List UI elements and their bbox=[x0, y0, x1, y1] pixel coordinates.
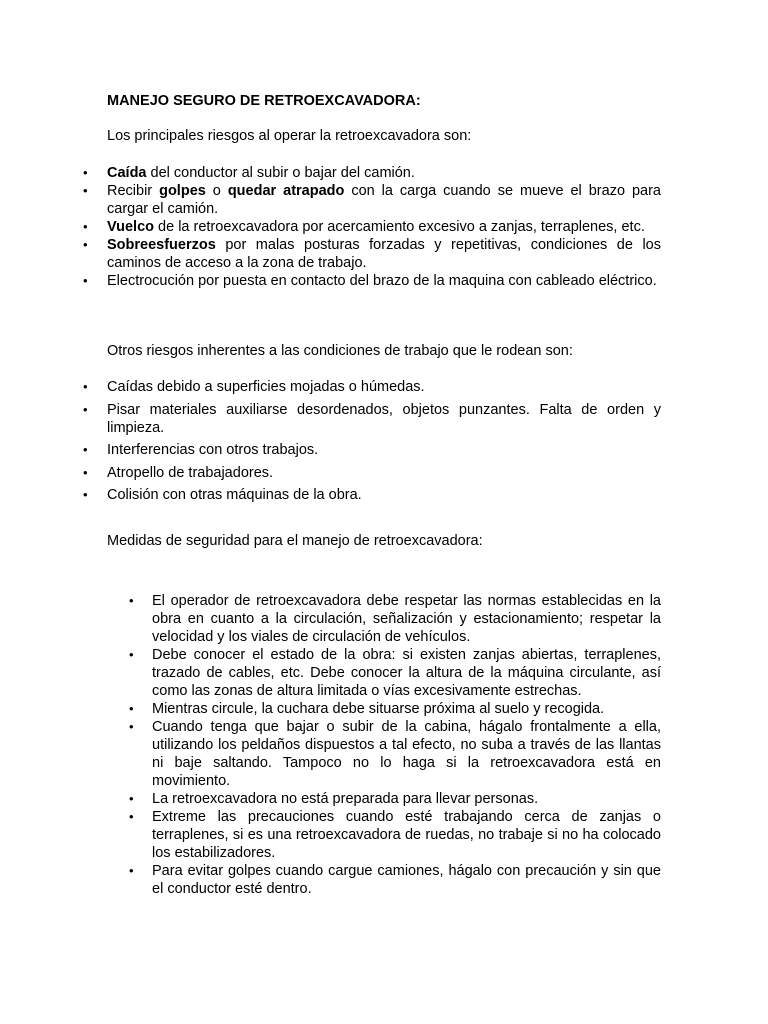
risk-text: Recibir bbox=[107, 183, 160, 199]
list-item bbox=[83, 401, 661, 437]
measure-text: Mientras circule, la cuchara debe situarse próxima al suelo y recogida. bbox=[152, 701, 605, 717]
measure-text: Extreme las precauciones cuando esté trabajando cerca de zanjas o terraplenes, si es una retroexcavadora de ruedas, no trabaje si no ha colocado los estabilizadores. bbox=[152, 809, 661, 861]
measure-text: Debe conocer el estado de la obra: si existen zanjas abiertas, terraplenes, trazado de cables, etc. Debe conocer la altura de la máquina circulante, así como las zonas de altura limitada o vías excesivamente estrechas. bbox=[152, 647, 661, 699]
risk-text: de la retroexcavadora por acercamiento excesivo a zanjas, terraplenes, etc. bbox=[154, 219, 645, 235]
list-item bbox=[83, 272, 661, 290]
measure-text: Para evitar golpes cuando cargue camiones, hágalo con precaución y sin que el conductor esté dentro. bbox=[152, 863, 661, 897]
bullet-icon: • bbox=[83, 165, 88, 180]
risk-text: Pisar materiales auxiliarse desordenados, objetos punzantes. Falta de orden y limpieza. bbox=[107, 401, 661, 436]
list-item bbox=[129, 646, 661, 700]
risk-keyword: Vuelco bbox=[107, 219, 155, 235]
measure-text: El operador de retroexcavadora debe respetar las normas establecidas en la obra en cuanto a la circulación, señalización y estacionamiento; respetar la velocidad y los viales de circulación de vehículos. bbox=[152, 593, 661, 645]
bullet-icon: • bbox=[129, 593, 134, 608]
measures-intro: Medidas de seguridad para el manejo de retroexcavadora: bbox=[107, 533, 483, 549]
bullet-icon: • bbox=[83, 379, 88, 394]
bullet-icon: • bbox=[83, 237, 88, 252]
list-item bbox=[129, 592, 661, 646]
bullet-icon: • bbox=[129, 863, 134, 878]
risk-keyword: golpes bbox=[159, 183, 206, 199]
risk-text: con la carga cuando se mueve el brazo para cargar el camión. bbox=[107, 183, 661, 217]
main-risks-intro: Los principales riesgos al operar la retroexcavadora son: bbox=[107, 128, 472, 144]
risk-text: Colisión con otras máquinas de la obra. bbox=[107, 487, 362, 504]
list-item bbox=[83, 486, 661, 504]
list-item bbox=[83, 182, 661, 218]
risk-text: Caídas debido a superficies mojadas o húmedas. bbox=[107, 379, 425, 395]
list-item bbox=[129, 862, 661, 898]
risk-text: Interferencias con otros trabajos. bbox=[107, 442, 319, 459]
list-item bbox=[83, 164, 661, 182]
risk-text: Atropello de trabajadores. bbox=[107, 464, 274, 481]
risk-text: Electrocución por puesta en contacto del brazo de la maquina con cableado eléctrico. bbox=[107, 273, 657, 289]
list-item bbox=[83, 236, 661, 272]
bullet-icon: • bbox=[83, 183, 88, 198]
list-item bbox=[83, 441, 661, 459]
list-item bbox=[129, 808, 661, 862]
main-risks-list bbox=[83, 164, 661, 290]
bullet-icon: • bbox=[83, 442, 88, 458]
bullet-icon: • bbox=[129, 719, 134, 734]
safety-measures-list bbox=[129, 592, 661, 898]
list-item bbox=[129, 700, 661, 718]
risk-text: o bbox=[205, 183, 228, 199]
document-title: MANEJO SEGURO DE RETROEXCAVADORA: bbox=[107, 93, 421, 109]
list-item bbox=[83, 218, 661, 236]
bullet-icon: • bbox=[129, 791, 134, 806]
risk-keyword: quedar atrapado bbox=[227, 183, 345, 199]
other-risks-list bbox=[83, 378, 661, 509]
risk-text: del conductor al subir o bajar del camión. bbox=[146, 165, 415, 181]
bullet-icon: • bbox=[129, 647, 134, 662]
measure-text: Cuando tenga que bajar o subir de la cabina, hágalo frontalmente a ella, utilizando los peldaños dispuestos a tal efecto, no suba a través de las llantas ni baje saltando. Tampoco no lo haga si la retroexcavadora está en movimiento. bbox=[152, 719, 661, 789]
list-item bbox=[83, 378, 661, 396]
risk-text: por malas posturas forzadas y repetitivas, condiciones de los caminos de acceso a la zona de trabajo. bbox=[107, 237, 661, 271]
other-risks-intro: Otros riesgos inherentes a las condiciones de trabajo que le rodean son: bbox=[107, 343, 573, 359]
bullet-icon: • bbox=[129, 701, 134, 716]
list-item bbox=[83, 464, 661, 482]
bullet-icon: • bbox=[83, 401, 88, 417]
bullet-icon: • bbox=[129, 809, 134, 824]
list-item bbox=[129, 790, 661, 808]
bullet-icon: • bbox=[83, 464, 88, 480]
risk-keyword: Caída bbox=[107, 165, 147, 181]
list-item bbox=[129, 718, 661, 790]
risk-keyword: Sobreesfuerzos bbox=[107, 237, 216, 253]
bullet-icon: • bbox=[83, 273, 88, 288]
bullet-icon: • bbox=[83, 487, 88, 503]
bullet-icon: • bbox=[83, 219, 88, 234]
measure-text: La retroexcavadora no está preparada para llevar personas. bbox=[152, 791, 539, 807]
